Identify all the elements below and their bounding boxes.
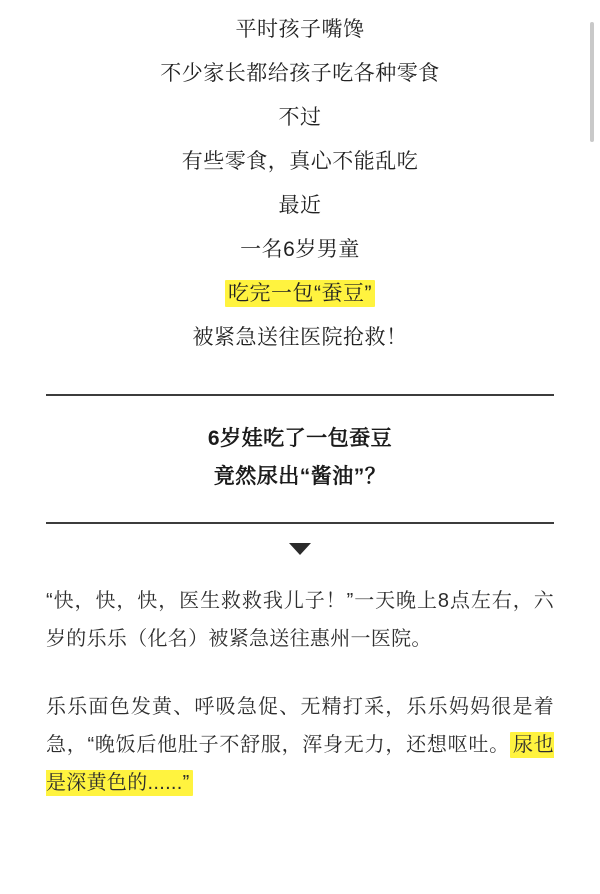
intro-line: 不过 [278, 106, 322, 129]
article-headline [46, 396, 554, 496]
scrollbar-track[interactable] [593, 0, 597, 894]
triangle-marker-wrap [46, 542, 554, 562]
intro-line-highlighted [46, 272, 554, 316]
intro-line: 一名6岁男童 [240, 238, 360, 261]
divider-bottom [46, 522, 554, 524]
triangle-down-icon [289, 543, 311, 555]
article-body [46, 582, 554, 802]
intro-line: 平时孩子嘴馋 [235, 18, 365, 41]
headline-line: 6岁娃吃了一包蚕豆 [207, 427, 393, 450]
headline-line: 竟然尿出“酱油”？ [213, 465, 387, 488]
intro-line: 有些零食，真心不能乱吃 [181, 150, 419, 173]
paragraph [46, 688, 554, 802]
intro-line: 最近 [278, 194, 322, 217]
article-intro [46, 0, 554, 360]
scrollbar-thumb[interactable] [590, 22, 594, 142]
paragraph: “快，快，快，医生救救我儿子！”一天晚上8点左右，六岁的乐乐（化名）被紧急送往惠州一医院。 [46, 590, 554, 650]
paragraph-text: 乐乐面色发黄、呼吸急促、无精打采，乐乐妈妈很是着急，“晚饭后他肚子不舒服，浑身无力，还想呕吐。 [46, 696, 554, 756]
highlighted-text: 吃完一包“蚕豆” [225, 280, 375, 307]
intro-line: 被紧急送往医院抢救！ [192, 326, 408, 349]
intro-line: 不少家长都给孩子吃各种零食 [160, 62, 440, 85]
highlighted-text: 尿也是深黄色的......” [46, 734, 554, 794]
